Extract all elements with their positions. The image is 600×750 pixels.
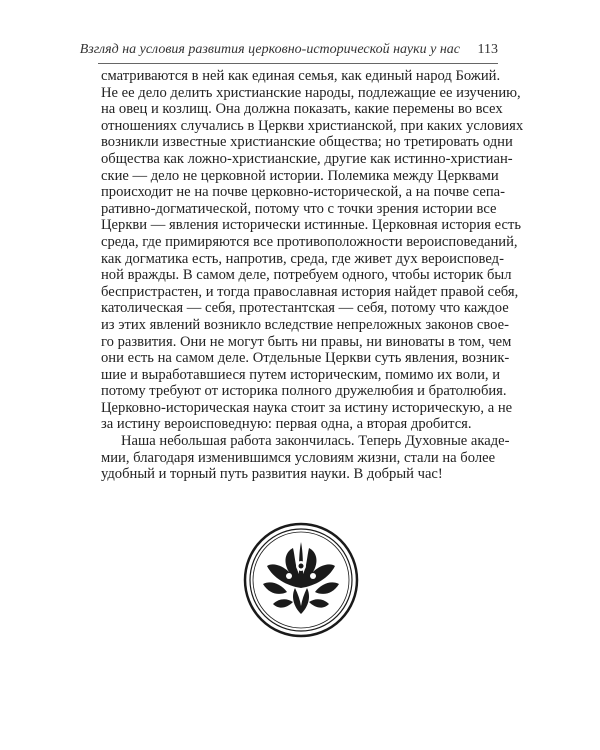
text-line: Церкви — явления исторически истинные. Церковная история есть bbox=[101, 217, 521, 234]
running-title: Взгляд на условия развития церковно-исторической науки у нас bbox=[79, 42, 460, 57]
text-line: происходит не на почве церковно-исторической, а на почве сепа- bbox=[101, 184, 505, 201]
text-line: отношениях случались в Церкви христианской, при каких условиях bbox=[101, 117, 524, 134]
page-number: 113 bbox=[477, 42, 498, 57]
text-line: возникли известные христианские общества; но третировать одни bbox=[101, 134, 513, 151]
text-line: ские — дело не церковной истории. Полемика между Церквами bbox=[101, 167, 499, 184]
text-line: ной вражды. В самом деле, потребуем одного, чтобы историк был bbox=[101, 267, 512, 284]
floral-roundel-ornament-icon bbox=[243, 522, 359, 638]
text-line: как догматика есть, напротив, среда, где живет дух вероисповед- bbox=[101, 250, 504, 267]
text-line: Наша небольшая работа закончилась. Теперь Духовные акаде- bbox=[121, 433, 510, 450]
text-line: удобный и торный путь развития науки. В добрый час! bbox=[101, 466, 443, 483]
header-rule bbox=[98, 63, 498, 64]
text-line: беспристрастен, и тогда православная история найдет правой себя, bbox=[101, 283, 519, 300]
text-line: католическая — себя, протестантская — себя, потому что каждое bbox=[101, 300, 509, 317]
text-line: ративно-догматической, потому что с точки зрения истории все bbox=[101, 200, 497, 217]
text-line: на овец и козлищ. Она должна показать, какие перемены во всех bbox=[101, 101, 503, 118]
text-line: мии, благодаря изменившимся условиям жизни, стали на более bbox=[101, 449, 496, 466]
text-line: шие и выработавшиеся путем историческим, помимо их воли, и bbox=[101, 366, 500, 383]
text-line: Церковно-историческая наука стоит за истину историческую, а не bbox=[101, 399, 513, 416]
text-line: среда, где примиряются все противоположности вероисповеданий, bbox=[101, 233, 518, 250]
body-text bbox=[101, 68, 524, 483]
text-line: они есть на самом деле. Отдельные Церкви суть явления, возник- bbox=[101, 350, 510, 367]
text-line: го развития. Они не могут быть ни правы, ни виноваты в том, чем bbox=[101, 333, 512, 350]
text-line: за истину вероисповедную: первая одна, а вторая дробится. bbox=[101, 416, 472, 433]
text-line: из этих явлений возникло вследствие непреложных законов свое- bbox=[101, 316, 509, 333]
text-line: Не ее дело делить христианские народы, подлежащие ее изучению, bbox=[101, 84, 521, 101]
text-line: общества как ложно-христианские, другие как истинно-христиан- bbox=[101, 150, 513, 167]
text-line: сматриваются в ней как единая семья, как единый народ Божий. bbox=[101, 68, 501, 84]
text-line: потому требуют от историка полного дружелюбия и братолюбия. bbox=[101, 383, 507, 400]
running-header bbox=[79, 42, 498, 60]
